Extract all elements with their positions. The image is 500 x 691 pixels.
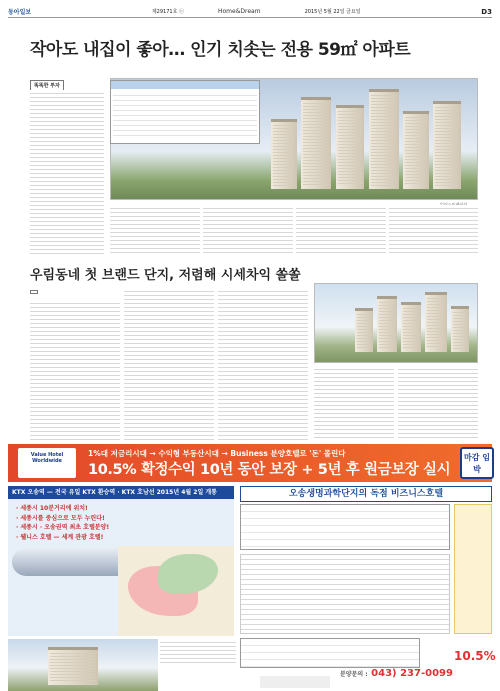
return-rate: 10.5%	[454, 636, 492, 676]
column-label: 똑똑한 투자	[30, 80, 64, 91]
data-table	[110, 80, 260, 144]
ktx-bar: KTX 오송역 — 전국 유일 KTX 환승역 · KTX 호남선 2015년 4월 2일 개통	[8, 486, 234, 499]
article2-text-col2	[124, 288, 214, 440]
article2-text-col3	[218, 288, 308, 440]
bullet-item: · 세종시를 중심으로 모두 누린다!	[16, 514, 105, 522]
phone-number	[340, 668, 492, 682]
issue-date: 2015년 5월 22일 금요일	[304, 9, 361, 15]
table-title	[111, 81, 259, 89]
feature-bullets	[16, 504, 109, 542]
newspaper-logo: 동아일보	[8, 9, 32, 16]
ad-details-text	[240, 554, 450, 634]
ad-right-panel	[240, 486, 496, 686]
page-header	[8, 6, 492, 18]
deadline-stamp: 마감 임박	[460, 447, 494, 479]
headline-main: 작아도 내집이 좋아… 인기 치솟는 전용 59㎡ 아파트	[30, 40, 411, 60]
ad-headline-1: 1%대 저금리시대 → 수익형 부동산시대 → Business 분양호텔로 '돈' 몰린다	[88, 449, 346, 458]
advertisement	[0, 444, 500, 691]
location-map	[118, 546, 234, 636]
pricing-table	[240, 504, 450, 550]
article2-text-col4	[314, 366, 394, 440]
headline-second: 우림동네 첫 브랜드 단지, 저렴해 시세차익 쏠쏠	[30, 268, 301, 283]
income-table	[240, 638, 420, 668]
article2-label	[30, 290, 38, 294]
brand-logo	[155, 652, 225, 680]
article2-text-col5	[398, 366, 478, 440]
phone-label: 분양문의 :	[340, 671, 368, 678]
bullet-item: · 웰니스 호텔 — 세계 관광 호텔!	[16, 533, 104, 541]
phone-value: 043) 237-0099	[371, 668, 453, 679]
article1-text-col1	[30, 90, 104, 255]
article1-text-col3	[203, 205, 293, 255]
ad-side-box	[454, 504, 492, 634]
article2-text-col1	[30, 300, 120, 440]
complex-photo	[314, 283, 478, 363]
ktx-train-image	[12, 548, 122, 576]
ad-band	[8, 444, 492, 482]
bullet-item: · 세종시 10분거리에 위치!	[16, 505, 88, 512]
hotel-rendering	[8, 639, 158, 691]
article1-text-col2	[110, 205, 200, 255]
page-number: D3	[481, 7, 492, 16]
footer-info	[260, 676, 330, 688]
ad-headline-2: 10.5% 확정수익 10년 동안 보장 + 5년 후 원금보장 실시	[88, 462, 451, 478]
bullet-item: · 세종시 · 오송권역 최초 호텔분양!	[16, 524, 110, 531]
section-title: Home&Dream	[218, 8, 261, 15]
table-rows	[113, 91, 257, 139]
issue-number: 제29171호 ⓒ	[151, 9, 184, 15]
company-logo: Value Hotel Worldwide	[18, 448, 76, 478]
article1-text-col4	[296, 205, 386, 255]
ad-right-title: 오송생명과학단지의 독점 비즈니스호텔	[240, 486, 492, 502]
article1-text-col5	[389, 205, 478, 255]
ad-left-panel	[8, 486, 234, 636]
